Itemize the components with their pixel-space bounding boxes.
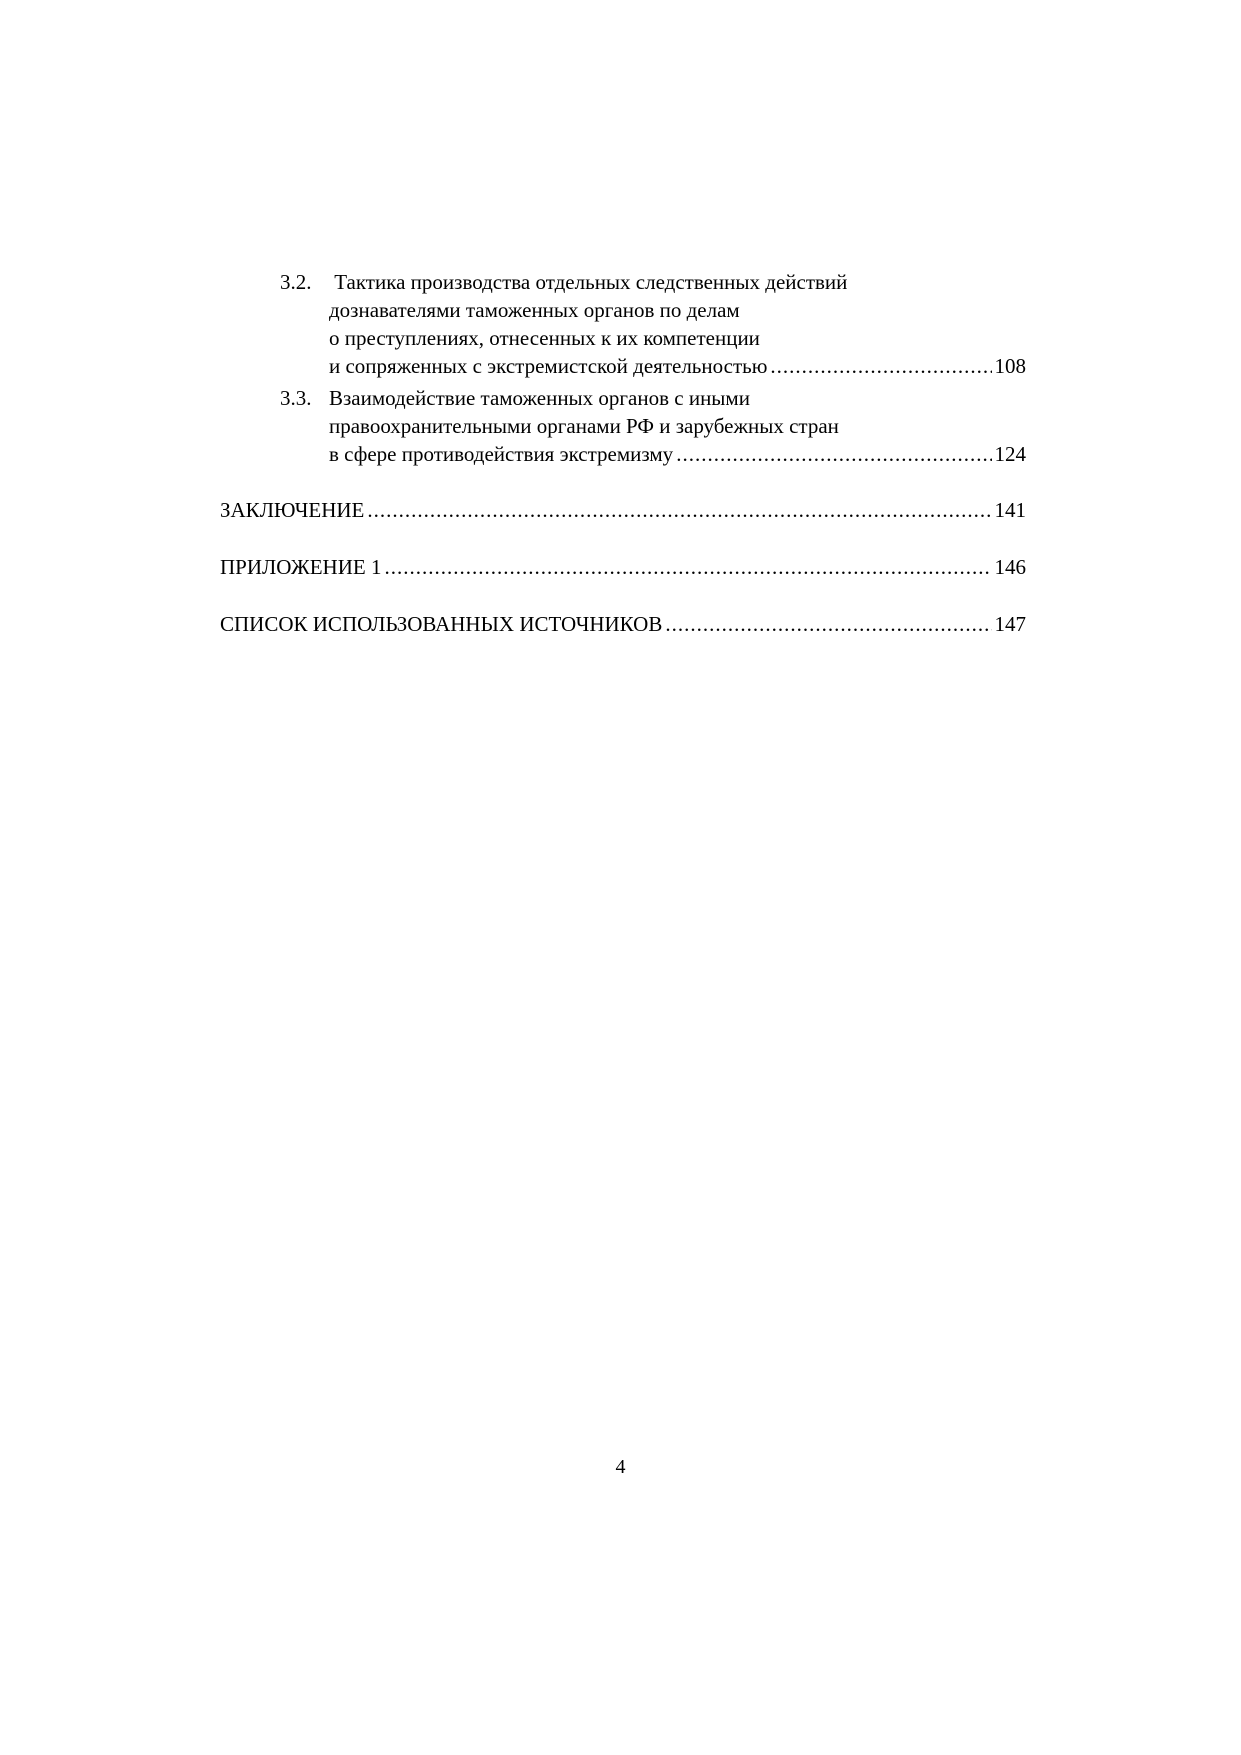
toc-entry-line <box>329 296 1026 324</box>
toc-entry-line <box>329 384 1026 412</box>
toc-page-number: 108 <box>994 354 1026 378</box>
toc-entry-text: и сопряженных с экстремистской деятельностью <box>329 354 768 378</box>
dot-leader <box>384 553 991 581</box>
toc-entry-line <box>220 610 1026 638</box>
page-number: 4 <box>615 1456 626 1478</box>
toc-entry-text: дознавателями таможенных органов по делам <box>329 298 740 322</box>
toc-entry-number: 3.3. <box>280 386 312 410</box>
dot-leader <box>770 352 991 380</box>
toc-section-title: СПИСОК ИСПОЛЬЗОВАННЫХ ИСТОЧНИКОВ <box>220 612 663 636</box>
toc-entry-line <box>329 412 1026 440</box>
toc-page-number: 146 <box>994 555 1026 579</box>
toc-page-number: 124 <box>994 442 1026 466</box>
dot-leader <box>367 496 991 524</box>
toc-section-title: ПРИЛОЖЕНИЕ 1 <box>220 555 382 579</box>
toc-section-conclusion[interactable] <box>220 496 1026 524</box>
toc-entry-text: в сфере противодействия экстремизму <box>329 442 674 466</box>
toc-entry-text: правоохранительными органами РФ и зарубежных стран <box>329 414 839 438</box>
table-of-contents <box>220 268 1026 638</box>
toc-entry-text: Тактика производства отдельных следственных действий <box>329 270 848 294</box>
toc-entry-number: 3.2. <box>280 270 312 294</box>
toc-entry-line <box>329 440 1026 468</box>
toc-entry-line <box>220 496 1026 524</box>
toc-entry-line <box>220 553 1026 581</box>
toc-section-references[interactable] <box>220 610 1026 638</box>
toc-entry-line <box>329 324 1026 352</box>
dot-leader <box>665 610 991 638</box>
toc-entry-3-3[interactable] <box>220 384 1026 468</box>
toc-section-title: ЗАКЛЮЧЕНИЕ <box>220 498 365 522</box>
toc-entry-3-2[interactable] <box>220 268 1026 380</box>
toc-entry-line <box>329 268 1026 296</box>
toc-entry-text: о преступлениях, отнесенных к их компетенции <box>329 326 760 350</box>
toc-entry-text: Взаимодействие таможенных органов с иными <box>329 386 750 410</box>
dot-leader <box>676 440 991 468</box>
toc-entry-line <box>329 352 1026 380</box>
toc-section-appendix[interactable] <box>220 553 1026 581</box>
toc-page-number: 141 <box>994 498 1026 522</box>
toc-page-number: 147 <box>994 612 1026 636</box>
